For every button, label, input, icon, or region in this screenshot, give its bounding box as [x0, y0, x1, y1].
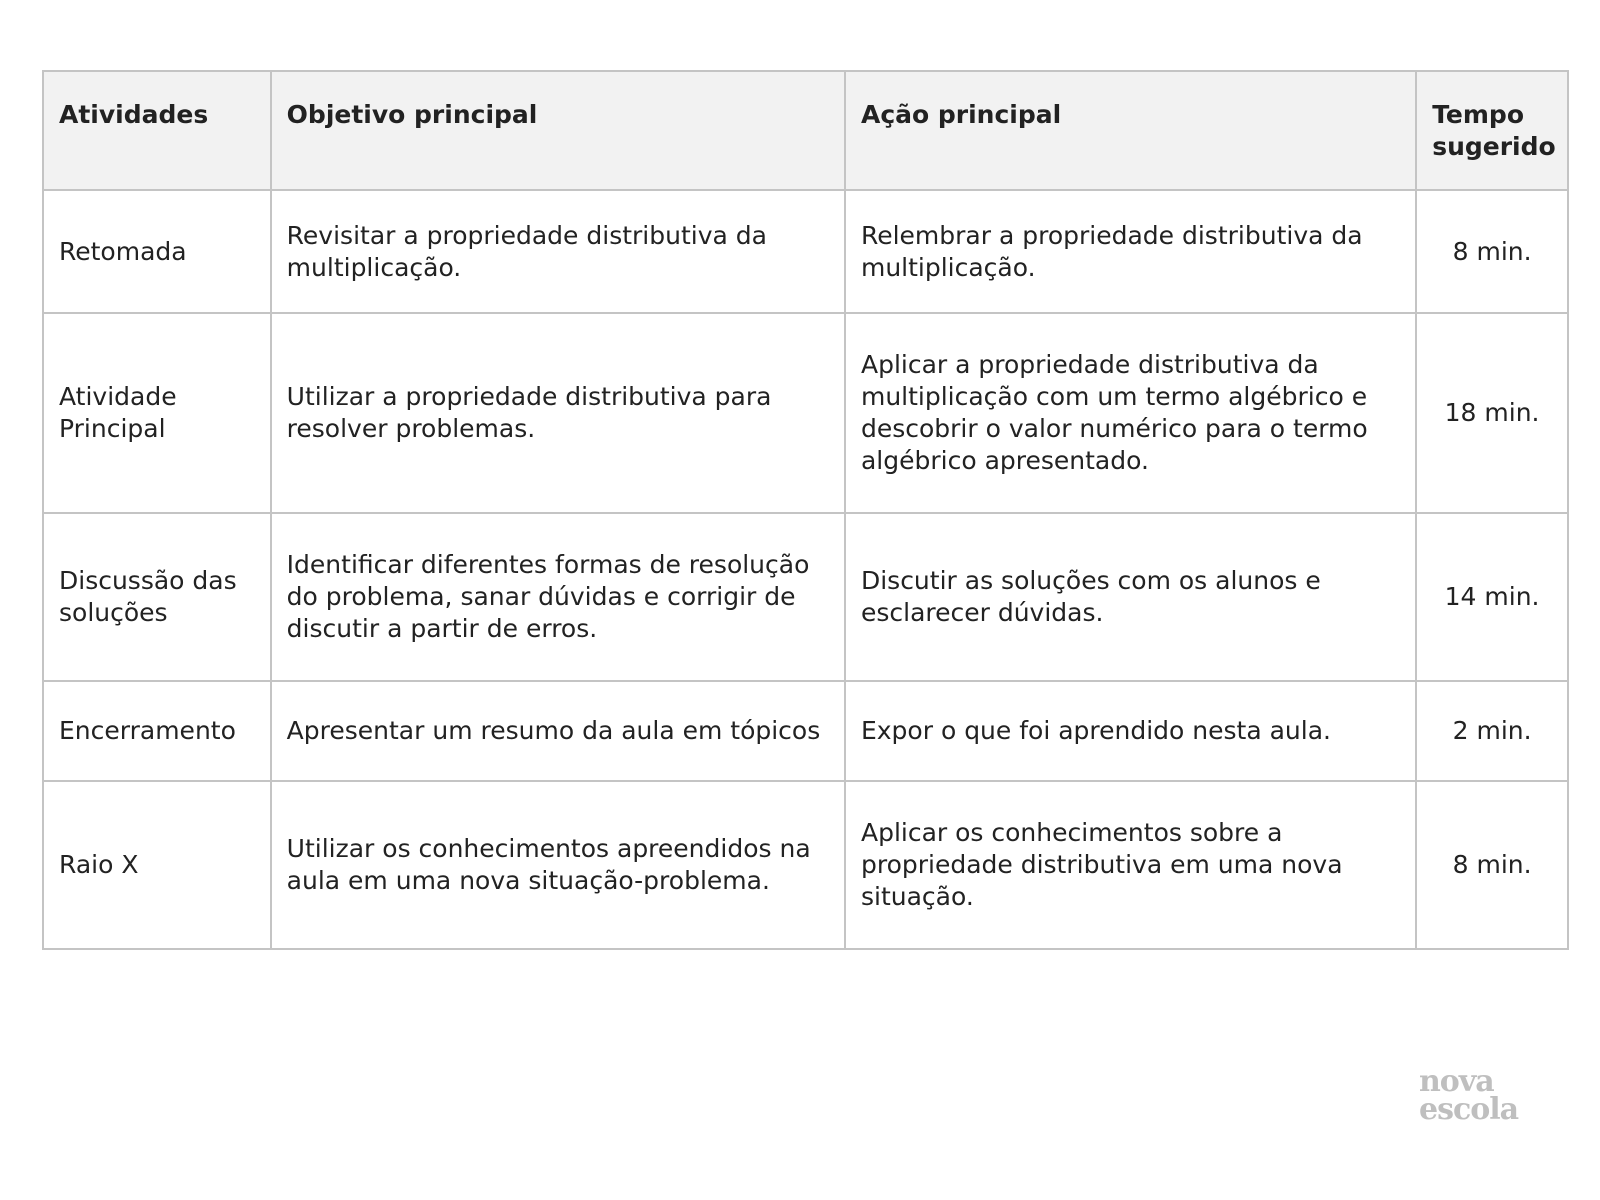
cell-atividade: Discussão das soluções [43, 513, 271, 681]
cell-acao: Aplicar os conhecimentos sobre a propriedade distributiva em uma nova situação. [845, 781, 1416, 949]
cell-atividade: Retomada [43, 190, 271, 313]
logo-line-1: nova [1419, 1064, 1494, 1099]
cell-tempo: 18 min. [1416, 313, 1568, 513]
table-body [43, 190, 1568, 949]
cell-tempo: 14 min. [1416, 513, 1568, 681]
table-row [43, 681, 1568, 781]
cell-acao: Expor o que foi aprendido nesta aula. [845, 681, 1416, 781]
cell-objetivo: Utilizar os conhecimentos apreendidos na aula em uma nova situação-problema. [271, 781, 845, 949]
cell-atividade: Encerramento [43, 681, 271, 781]
table-row [43, 513, 1568, 681]
cell-atividade: Atividade Principal [43, 313, 271, 513]
header-acao: Ação principal [845, 71, 1416, 190]
table-header [43, 71, 1568, 190]
cell-acao: Aplicar a propriedade distributiva da multiplicação com um termo algébrico e descobrir o valor numérico para o termo algébrico apresentado. [845, 313, 1416, 513]
cell-tempo: 8 min. [1416, 190, 1568, 313]
cell-objetivo: Revisitar a propriedade distributiva da multiplicação. [271, 190, 845, 313]
lesson-plan-table [42, 70, 1569, 950]
header-objetivo: Objetivo principal [271, 71, 845, 190]
cell-acao: Relembrar a propriedade distributiva da multiplicação. [845, 190, 1416, 313]
header-row [43, 71, 1568, 190]
cell-objetivo: Apresentar um resumo da aula em tópicos [271, 681, 845, 781]
header-atividades: Atividades [43, 71, 271, 190]
header-tempo: Tempo sugerido [1416, 71, 1568, 190]
cell-objetivo: Identificar diferentes formas de resolução do problema, sanar dúvidas e corrigir de discutir a partir de erros. [271, 513, 845, 681]
table-row [43, 190, 1568, 313]
logo-line-2: escola [1419, 1092, 1519, 1127]
cell-objetivo: Utilizar a propriedade distributiva para resolver problemas. [271, 313, 845, 513]
table-row [43, 313, 1568, 513]
cell-acao: Discutir as soluções com os alunos e esclarecer dúvidas. [845, 513, 1416, 681]
cell-tempo: 8 min. [1416, 781, 1568, 949]
nova-escola-logo [1419, 1064, 1519, 1127]
cell-tempo: 2 min. [1416, 681, 1568, 781]
table-row [43, 781, 1568, 949]
cell-atividade: Raio X [43, 781, 271, 949]
